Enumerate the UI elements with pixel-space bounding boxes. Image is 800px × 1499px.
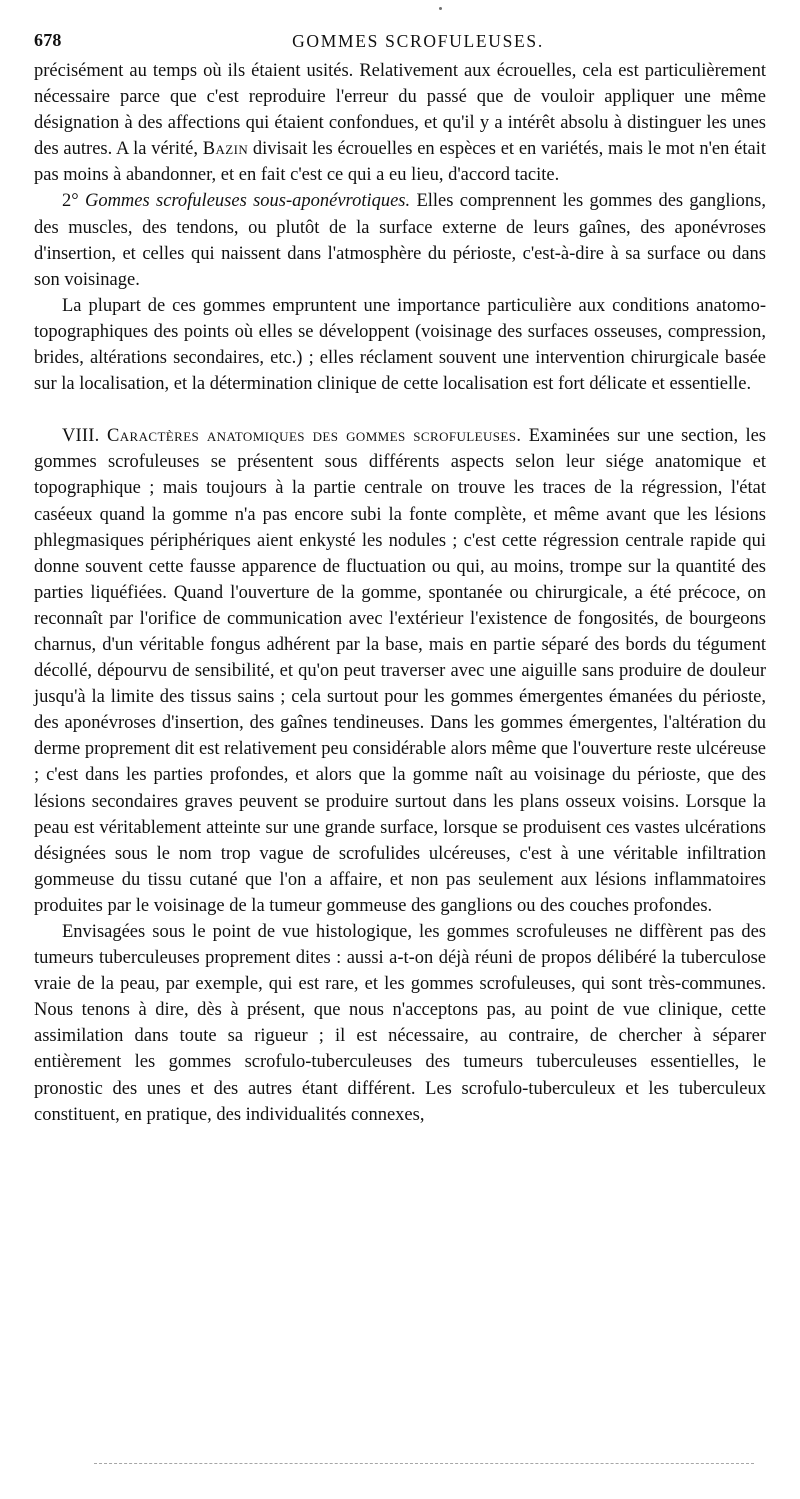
paragraph-text: précisément au temps où ils étaient usités. Relativement aux écrouelles, cela est particulièrement nécessaire parce que c'est reproduire l'erreur du passé que de vouloir appliquer une même désignation à des affections qui étaient confondues, et qu'il y a intérêt absolu à distinguer les unes des autres. A la vérité, <box>34 61 766 160</box>
paragraph-text: divisait les écrouelles en espèces et en variétés, mais le mot n'en était pas moins à abandonner, et en fait c'est ce qui a eu lieu, d'accord tacite. <box>34 139 767 186</box>
bottom-scan-rule <box>94 1463 754 1464</box>
paragraph-topography <box>34 293 766 397</box>
section-number: VIII. <box>62 426 107 447</box>
paragraph-histology <box>34 919 766 1128</box>
main-text <box>34 58 766 1128</box>
section-title: Caractères anatomiques des gommes scrofuleuses. <box>106 426 522 447</box>
page-number: 678 <box>34 30 62 50</box>
paragraph-text: Envisagées sous le point de vue histologique, les gommes scrofuleuses ne diffèrent pas des tumeurs tuberculeuses proprement dites : aussi a-t-on déjà réuni de propos délibéré la tuberculose vraie de la peau, par exemple, qui est rare, et les gommes scrofuleuses, qui sont très-communes. Nous tenons à dire, dès à présent, que nous n'acceptons pas, au point de vue clinique, cette assimilation dans toute sa rigueur ; il est nécessaire, au contraire, de chercher à séparer entièrement les gommes scrofulo-tuberculeuses des tumeurs tuberculeuses essentielles, le pronostic des unes et des autres étant différent. Les scrofulo-tuberculeux et les tuberculeux constituent, en pratique, des individualités connexes, <box>34 922 766 1125</box>
italic-heading: Gommes scrofuleuses sous-aponévrotiques. <box>84 191 411 212</box>
paragraph-subaponeurotic-gummas <box>34 188 766 292</box>
print-mark <box>439 7 442 10</box>
paragraph-text: La plupart de ces gommes empruntent une importance particulière aux conditions anatomo-topographiques des points où elles se développent (voisinage des surfaces osseuses, compression, brides, altérations secondaires, etc.) ; elles réclament souvent une intervention chirurgicale basée sur la localisation, et la détermination clinique de cette localisation est fort délicate et essentielle. <box>34 295 766 395</box>
page-header <box>34 30 766 58</box>
author-name: Bazin <box>202 139 249 160</box>
paragraph-text: Examinées sur une section, les gommes scrofuleuses se présentent sous différents aspects selon leur siége anatomique et topographique ; mais toujours à la partie centrale on trouve les traces de la régression, l'état caséeux quand la gomme n'a pas encore subi la fonte complète, et même avant que les lésions phlegmasiques périphériques aient enkysté les nodules ; c'est cette régression centrale rapide qui donne souvent cette fausse apparence de fluctuation ou qui, au moins, trompe sur la quantité des parties liquéfiées. Quand l'ouverture de la gomme, spontanée ou chirurgicale, a été précoce, on reconnaît par l'orifice de communication avec l'extérieur l'existence de fongosités, de bourgeons charnus, d'un véritable fongus adhérent par la base, mais en partie séparé des bords du tégument décollé, dépourvu de sensibilité, et qu'on peut traverser avec une aiguille sans produire de douleur jusqu'à la limite des tissus sains ; cela surtout pour les gommes émergentes émanées du périoste, des aponévroses d'insertion, des gaînes tendineuses. Dans les gommes émergentes, l'altération du derme proprement dit est relativement peu considérable alors même que l'ouverture reste ulcéreuse ; c'est dans les parties profondes, et alors que la gomme naît au voisinage du périoste, que des lésions secondaires graves peuvent se produire surtout dans les plans osseux voisins. Lorsque la peau est véritablement atteinte sur une grande surface, lorsque se produisent ces vastes ulcérations désignées sous le nom trop vague de scrofulides ulcéreuses, c'est à une véritable infiltration gommeuse du tissu cutané que l'on a affaire, et non pas seulement aux lésions inflammatoires produites par le voisinage de la tumeur gommeuse des ganglions ou des couches profondes. <box>34 426 766 916</box>
section-spacing <box>34 397 766 423</box>
paragraph-number: 2° <box>62 191 85 212</box>
running-head: GOMMES SCROFULEUSES. <box>292 31 544 51</box>
paragraph-continued <box>34 58 766 188</box>
section-anatomical-characters <box>34 423 766 919</box>
paragraph-text: Elles comprennent les gommes des ganglions, des muscles, des tendons, ou plutôt de la surface externe de leurs gaînes, des aponévroses d'insertion, et celles qui naissent dans l'atmosphère du périoste, c'est-à-dire à sa surface ou dans son voisinage. <box>34 191 766 290</box>
